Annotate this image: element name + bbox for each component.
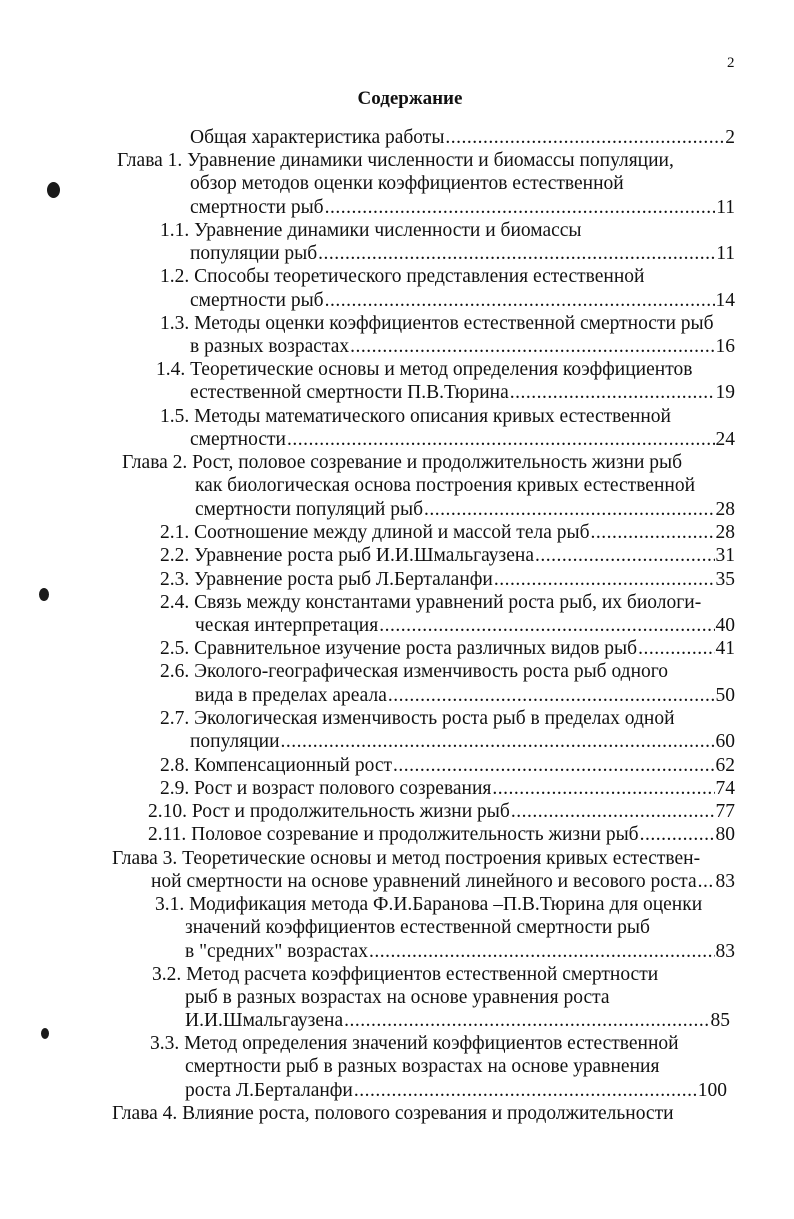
toc-entry-text: 2.3. Уравнение роста рыб Л.Берталанфи xyxy=(160,569,493,590)
toc-entry-text: роста Л.Берталанфи xyxy=(185,1080,353,1101)
toc-entry-text: вида в пределах ареала xyxy=(195,685,387,706)
toc-entry[interactable] xyxy=(195,684,735,707)
scan-speck xyxy=(47,182,60,198)
toc-entry-text: Общая характеристика работы xyxy=(190,127,445,148)
toc-entry[interactable] xyxy=(190,242,735,265)
dot-leader xyxy=(535,544,714,567)
toc-entry-page: 11 xyxy=(716,243,735,264)
toc-heading: 3.1. Модификация метода Ф.И.Баранова –П.В.Тюрина для оценки xyxy=(155,894,703,915)
toc-entry-text: в "средних" возрастах xyxy=(185,941,368,962)
toc-entry[interactable] xyxy=(190,381,735,404)
toc-entry[interactable] xyxy=(190,289,735,312)
dot-leader xyxy=(698,870,715,893)
toc-entry[interactable] xyxy=(185,940,735,963)
toc-entry[interactable] xyxy=(160,754,735,777)
toc-entry-text: 2.10. Рост и продолжительность жизни рыб xyxy=(148,801,510,822)
dot-leader xyxy=(344,1009,709,1032)
dot-leader xyxy=(424,498,715,521)
toc-entry[interactable] xyxy=(148,823,735,846)
toc-entry-text: 2.1. Соотношение между длиной и массой тела рыб xyxy=(160,522,590,543)
toc-entry[interactable] xyxy=(151,870,735,893)
dot-leader xyxy=(494,568,715,591)
scan-speck xyxy=(41,1028,49,1039)
toc-entry[interactable] xyxy=(190,126,735,149)
dot-leader xyxy=(350,335,714,358)
toc-entry-text: смертности рыб xyxy=(190,290,324,311)
page-number: 2 xyxy=(727,55,735,71)
toc-heading: 1.1. Уравнение динамики численности и биомассы xyxy=(160,220,582,241)
toc-entry[interactable] xyxy=(195,614,735,637)
toc-entry-page: 83 xyxy=(715,871,735,892)
toc-entry-page: 77 xyxy=(715,801,735,822)
toc-heading: рыб в разных возрастах на основе уравнения роста xyxy=(185,987,610,1008)
page-title: Содержание xyxy=(357,88,463,109)
toc-entry-page: 80 xyxy=(715,824,735,845)
toc-entry-page: 74 xyxy=(715,778,735,799)
toc-entry[interactable] xyxy=(190,335,735,358)
toc-entry[interactable] xyxy=(160,544,735,567)
toc-entry-page: 50 xyxy=(715,685,735,706)
toc-entry[interactable] xyxy=(190,196,735,219)
toc-heading: смертности рыб в разных возрастах на основе уравнения xyxy=(185,1056,660,1077)
toc-entry-text: 2.2. Уравнение роста рыб И.И.Шмальгаузена xyxy=(160,545,535,566)
toc-entry-page: 24 xyxy=(715,429,735,450)
toc-entry-page: 60 xyxy=(715,731,735,752)
dot-leader xyxy=(591,521,715,544)
dot-leader xyxy=(638,637,714,660)
toc-entry[interactable] xyxy=(160,777,735,800)
toc-entry-page: 14 xyxy=(715,290,735,311)
dot-leader xyxy=(281,730,715,753)
toc-entry-text: 2.5. Сравнительное изучение роста различных видов рыб xyxy=(160,638,638,659)
dot-leader xyxy=(393,754,714,777)
toc-entry-text: ной смертности на основе уравнений линейного и весового роста xyxy=(151,871,697,892)
toc-entry[interactable] xyxy=(160,521,735,544)
toc-entry-page: 100 xyxy=(697,1080,727,1101)
toc-entry-page: 83 xyxy=(715,941,735,962)
toc-entry-page: 16 xyxy=(715,336,735,357)
toc-heading: 1.5. Методы математического описания кривых естественной xyxy=(160,406,671,427)
dot-leader xyxy=(287,428,715,451)
toc-heading: 2.4. Связь между константами уравнений роста рыб, их биологи- xyxy=(160,592,702,613)
dot-leader xyxy=(445,126,724,149)
toc-heading: значений коэффициентов естественной смертности рыб xyxy=(185,917,650,938)
dot-leader xyxy=(511,800,715,823)
toc-entry-page: 35 xyxy=(715,569,735,590)
dot-leader xyxy=(354,1079,697,1102)
toc-entry-text: естественной смертности П.В.Тюрина xyxy=(190,382,509,403)
toc-heading: обзор методов оценки коэффициентов естественной xyxy=(190,173,624,194)
toc-entry-page: 41 xyxy=(715,638,735,659)
dot-leader xyxy=(369,940,715,963)
toc-heading: Глава 4. Влияние роста, полового созревания и продолжительности xyxy=(112,1103,674,1124)
toc-entry[interactable] xyxy=(195,498,735,521)
toc-heading: 1.4. Теоретические основы и метод определения коэффициентов xyxy=(156,359,693,380)
toc-entry-text: 2.9. Рост и возраст полового созревания xyxy=(160,778,492,799)
dot-leader xyxy=(510,381,715,404)
scan-speck xyxy=(39,588,49,601)
toc-heading: 2.6. Эколого-географическая изменчивость роста рыб одного xyxy=(160,661,669,682)
toc-entry[interactable] xyxy=(185,1009,730,1032)
toc-entry-page: 40 xyxy=(715,615,735,636)
toc-heading: 1.2. Способы теоретического представления естественной xyxy=(160,266,645,287)
toc-entry[interactable] xyxy=(160,568,735,591)
toc-heading: как биологическая основа построения кривых естественной xyxy=(195,475,696,496)
toc-heading: 1.3. Методы оценки коэффициентов естественной смертности рыб xyxy=(160,313,714,334)
toc-entry-text: в разных возрастах xyxy=(190,336,350,357)
toc-entry-page: 11 xyxy=(716,197,735,218)
toc-entry-page: 62 xyxy=(715,755,735,776)
toc-entry[interactable] xyxy=(160,637,735,660)
toc-heading: Глава 2. Рост, половое созревание и продолжительность жизни рыб xyxy=(122,452,683,473)
toc-heading: 2.7. Экологическая изменчивость роста рыб в пределах одной xyxy=(160,708,675,729)
dot-leader xyxy=(325,196,716,219)
dot-leader xyxy=(640,823,715,846)
toc-entry-text: смертности рыб xyxy=(190,197,324,218)
toc-entry-text: 2.11. Половое созревание и продолжительность жизни рыб xyxy=(148,824,639,845)
toc-heading: Глава 1. Уравнение динамики численности и биомассы популяции, xyxy=(117,150,674,171)
toc-entry-text: популяции xyxy=(190,731,280,752)
toc-entry-page: 31 xyxy=(715,545,735,566)
dot-leader xyxy=(325,289,715,312)
toc-entry-text: смертности xyxy=(190,429,286,450)
toc-entry-page: 28 xyxy=(715,522,735,543)
toc-entry-text: смертности популяций рыб xyxy=(195,499,423,520)
toc-entry[interactable] xyxy=(148,800,735,823)
toc-entry-text: И.И.Шмальгаузена xyxy=(185,1010,344,1031)
toc-entry[interactable] xyxy=(190,428,735,451)
toc-heading: 3.3. Метод определения значений коэффициентов естественной xyxy=(150,1033,679,1054)
toc-entry-text: популяции рыб xyxy=(190,243,318,264)
dot-leader xyxy=(379,614,714,637)
toc-entry-page: 85 xyxy=(710,1010,730,1031)
dot-leader xyxy=(492,777,714,800)
toc-heading: 3.2. Метод расчета коэффициентов естественной смертности xyxy=(152,964,659,985)
toc-entry[interactable] xyxy=(185,1079,727,1102)
toc-heading: Глава 3. Теоретические основы и метод построения кривых естествен- xyxy=(112,848,701,869)
toc-entry-page: 19 xyxy=(715,382,735,403)
dot-leader xyxy=(318,242,715,265)
toc-entry-text: ческая интерпретация xyxy=(195,615,379,636)
toc-entry-page: 28 xyxy=(715,499,735,520)
dot-leader xyxy=(388,684,715,707)
toc-entry-page: 2 xyxy=(725,127,735,148)
toc-entry-text: 2.8. Компенсационный рост xyxy=(160,755,393,776)
toc-entry[interactable] xyxy=(190,730,735,753)
